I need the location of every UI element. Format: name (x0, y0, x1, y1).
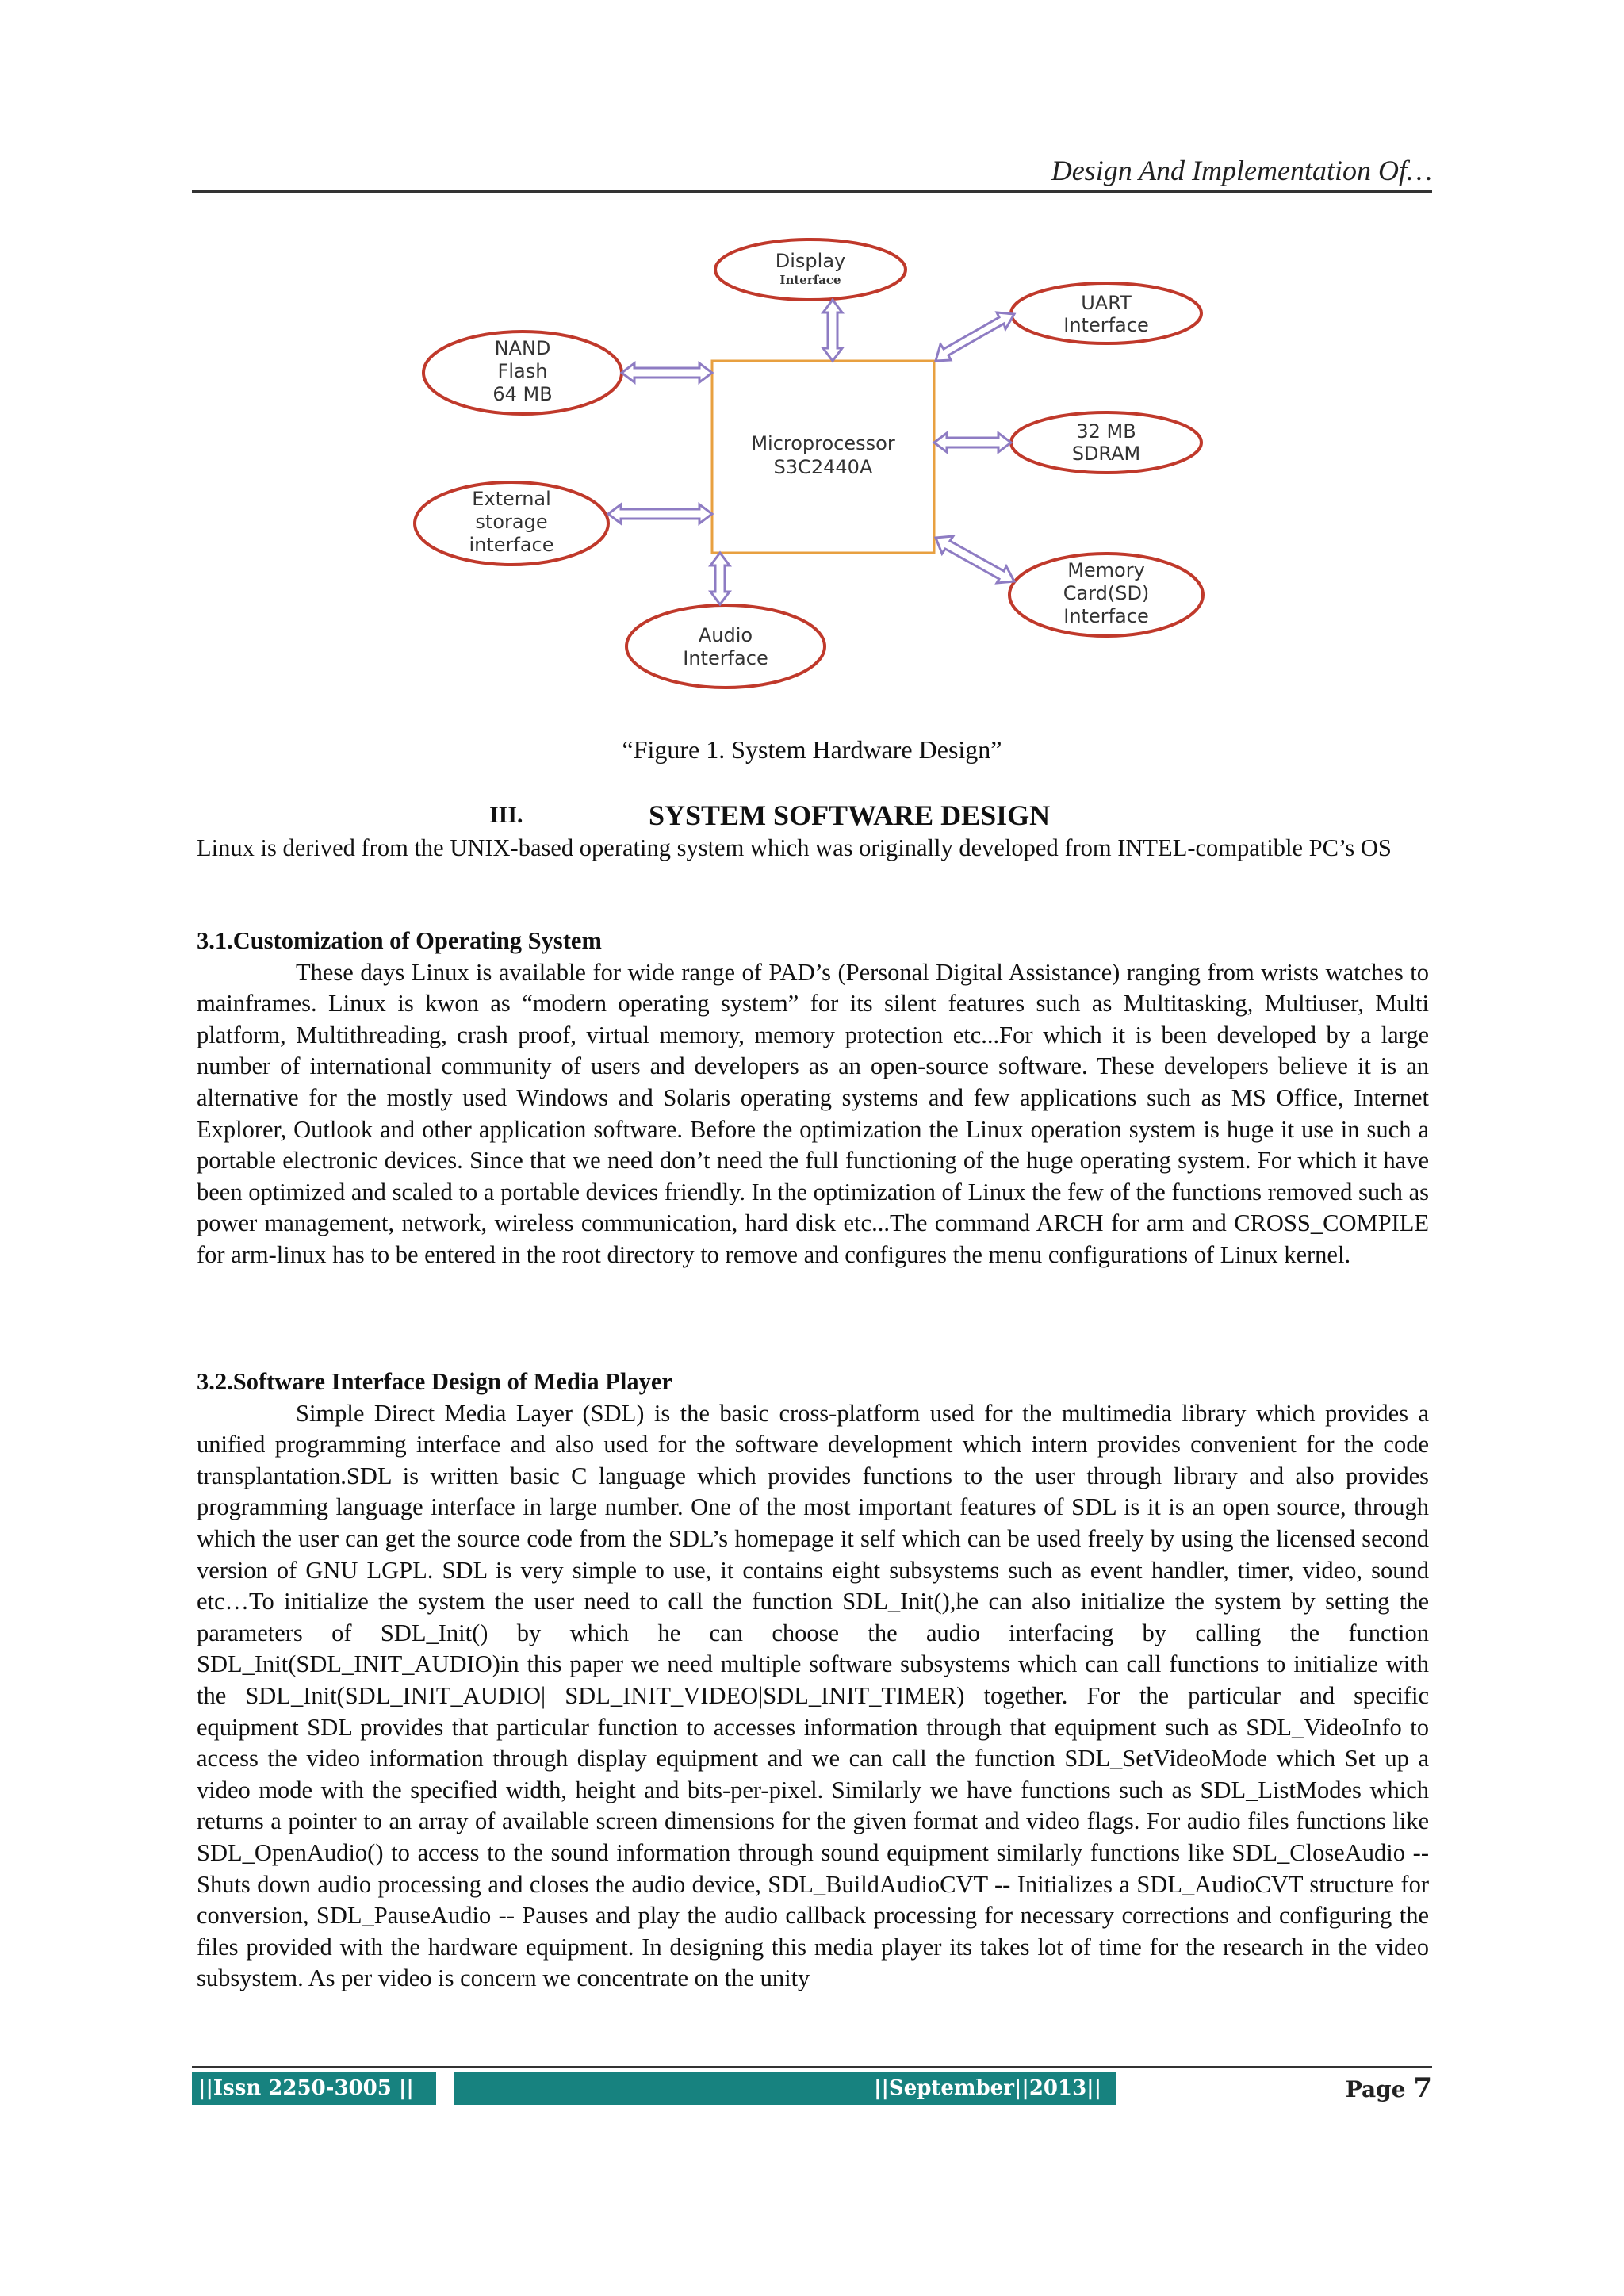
section-number: III. (489, 802, 523, 828)
display-sublabel: Interface (779, 273, 841, 287)
page-number-value: 7 (1413, 2072, 1432, 2104)
intro-paragraph: Linux is derived from the UNIX-based operating system which was originally developed from INTEL-compatible PC’s OS (197, 834, 1392, 861)
cpu-label-2: S3C2440A (773, 456, 873, 478)
uart-label-1: UART (1081, 292, 1132, 314)
audio-label-1: Audio (698, 624, 753, 646)
sdram-label-1: 32 MB (1076, 420, 1136, 443)
audio-label-2: Interface (683, 647, 768, 669)
arrow-display-cpu (823, 300, 842, 361)
page-number (1346, 2072, 1432, 2106)
page-footer (192, 2072, 1432, 2105)
external-label-2: storage (475, 511, 548, 533)
arrow-cpu-memcard (936, 536, 1014, 583)
memcard-label-3: Interface (1063, 605, 1149, 627)
section-intro (197, 833, 1429, 864)
subsection-3-2-heading: 3.2.Software Interface Design of Media Player (197, 1368, 672, 1395)
audio-node (626, 605, 825, 688)
nand-label-1: NAND (494, 337, 551, 359)
subsection-3-1 (197, 926, 1429, 1271)
page-label: Page (1345, 2076, 1406, 2102)
subsection-3-1-heading: 3.1.Customization of Operating System (197, 927, 602, 954)
subsection-3-2-body: Simple Direct Media Layer (SDL) is the basic cross-platform used for the multimedia library which provides a unified programming interface and also used for the software development which intern provides convenient for the code transplantation.SDL is written basic C language which provides functions to the user through library and also provides programming language interface in large number. One of the most important features of SDL is it is an open source, through which the user can get the source code from the SDL’s homepage it self which can be used freely by using the licensed second version of GNU LGPL. SDL is very simple to use, it contains eight subsystems such as event handler, timer, video, sound etc…To initialize the system the user need to call the function SDL_Init(),he can also initialize the system by setting the parameters of SDL_Init() by which he can choose the audio interfacing by calling the function SDL_Init(SDL_INIT_AUDIO)in this paper we need multiple software subsystems which can call functions to initialize with the SDL_Init(SDL_INIT_AUDIO| SDL_INIT_VIDEO|SDL_INIT_TIMER) together. For the particular and specific equipment SDL provides that particular function to accesses information through that equipment such as SDL_VideoInfo to access the video information through display equipment and we can call the function SDL_SetVideoMode which Set up a video mode with the specified width, height and bits-per-pixel. Similarly we have functions such as SDL_ListModes which returns a pointer to an array of available screen dimensions for the given format and video flags. For audio files functions like SDL_OpenAudio() to access to the sound information through sound equipment similarly functions like SDL_CloseAudio -- Shuts down audio processing and closes the audio device, SDL_BuildAudioCVT -- Initializes a SDL_AudioCVT structure for conversion, SDL_PauseAudio -- Pauses and play the audio callback processing for necessary corrections and configuring the files provided with the hardware equipment. In designing this media player its takes lot of time for the research in the video subsystem. As per video is concern we concentrate on the unity (197, 1399, 1429, 1992)
cpu-label-1: Microprocessor (751, 432, 895, 454)
external-label-1: External (472, 488, 551, 510)
memcard-label-2: Card(SD) (1063, 582, 1150, 604)
header-rule (192, 190, 1432, 193)
uart-label-2: Interface (1063, 314, 1149, 336)
nand-label-3: 64 MB (492, 383, 553, 405)
running-header: Design And Implementation Of… (1051, 155, 1432, 186)
footer-date: ||September||2013|| (874, 2076, 1102, 2100)
memcard-label-1: Memory (1067, 559, 1145, 581)
nand-label-2: Flash (497, 360, 548, 382)
hardware-design-figure (396, 230, 1237, 706)
arrow-cpu-sdram (934, 433, 1011, 452)
arrow-cpu-uart (936, 312, 1014, 361)
subsection-3-2 (197, 1366, 1429, 1995)
footer-issn: ||Issn 2250-3005 || (192, 2072, 436, 2105)
arrow-external-cpu (608, 504, 712, 523)
hardware-diagram (396, 230, 1237, 706)
figure-caption: “Figure 1. System Hardware Design” (622, 735, 1002, 764)
arrow-audio-cpu (710, 553, 730, 604)
subsection-3-1-body: These days Linux is available for wide range of PAD’s (Personal Digital Assistance) ranging from wrists watches to mainframes. Linux is kwon as “modern operating system” for its silent features such as Multitasking, Multiuser, Multi platform, Multithreading, crash proof, virtual memory, memory protection etc...For which it is been developed by a large number of international community of users and developers as an open-source software. These developers believe it is an alternative for the mostly used Windows and Solaris operating systems and few applications such as MS Office, Internet Explorer, Outlook and other application software. Before the optimization the Linux operation system is huge it use in such a portable electronic devices. Since that we need don’t need the full functioning of the huge operating system. For which it have been optimized and scaled to a portable devices friendly. In the optimization of Linux the few of the functions removed such as power management, network, wireless communication, hard disk etc...The command ARCH for arm and CROSS_COMPILE for arm-linux has to be entered in the root directory to remove and configures the menu configurations of Linux kernel. (197, 958, 1429, 1268)
footer-date-band (454, 2072, 1116, 2105)
section-title: SYSTEM SOFTWARE DESIGN (649, 799, 1051, 831)
display-label: Display (775, 250, 846, 272)
arrow-nand-cpu (622, 363, 712, 382)
external-label-3: interface (469, 534, 554, 556)
sdram-label-2: SDRAM (1071, 443, 1141, 465)
footer-rule (192, 2066, 1432, 2068)
